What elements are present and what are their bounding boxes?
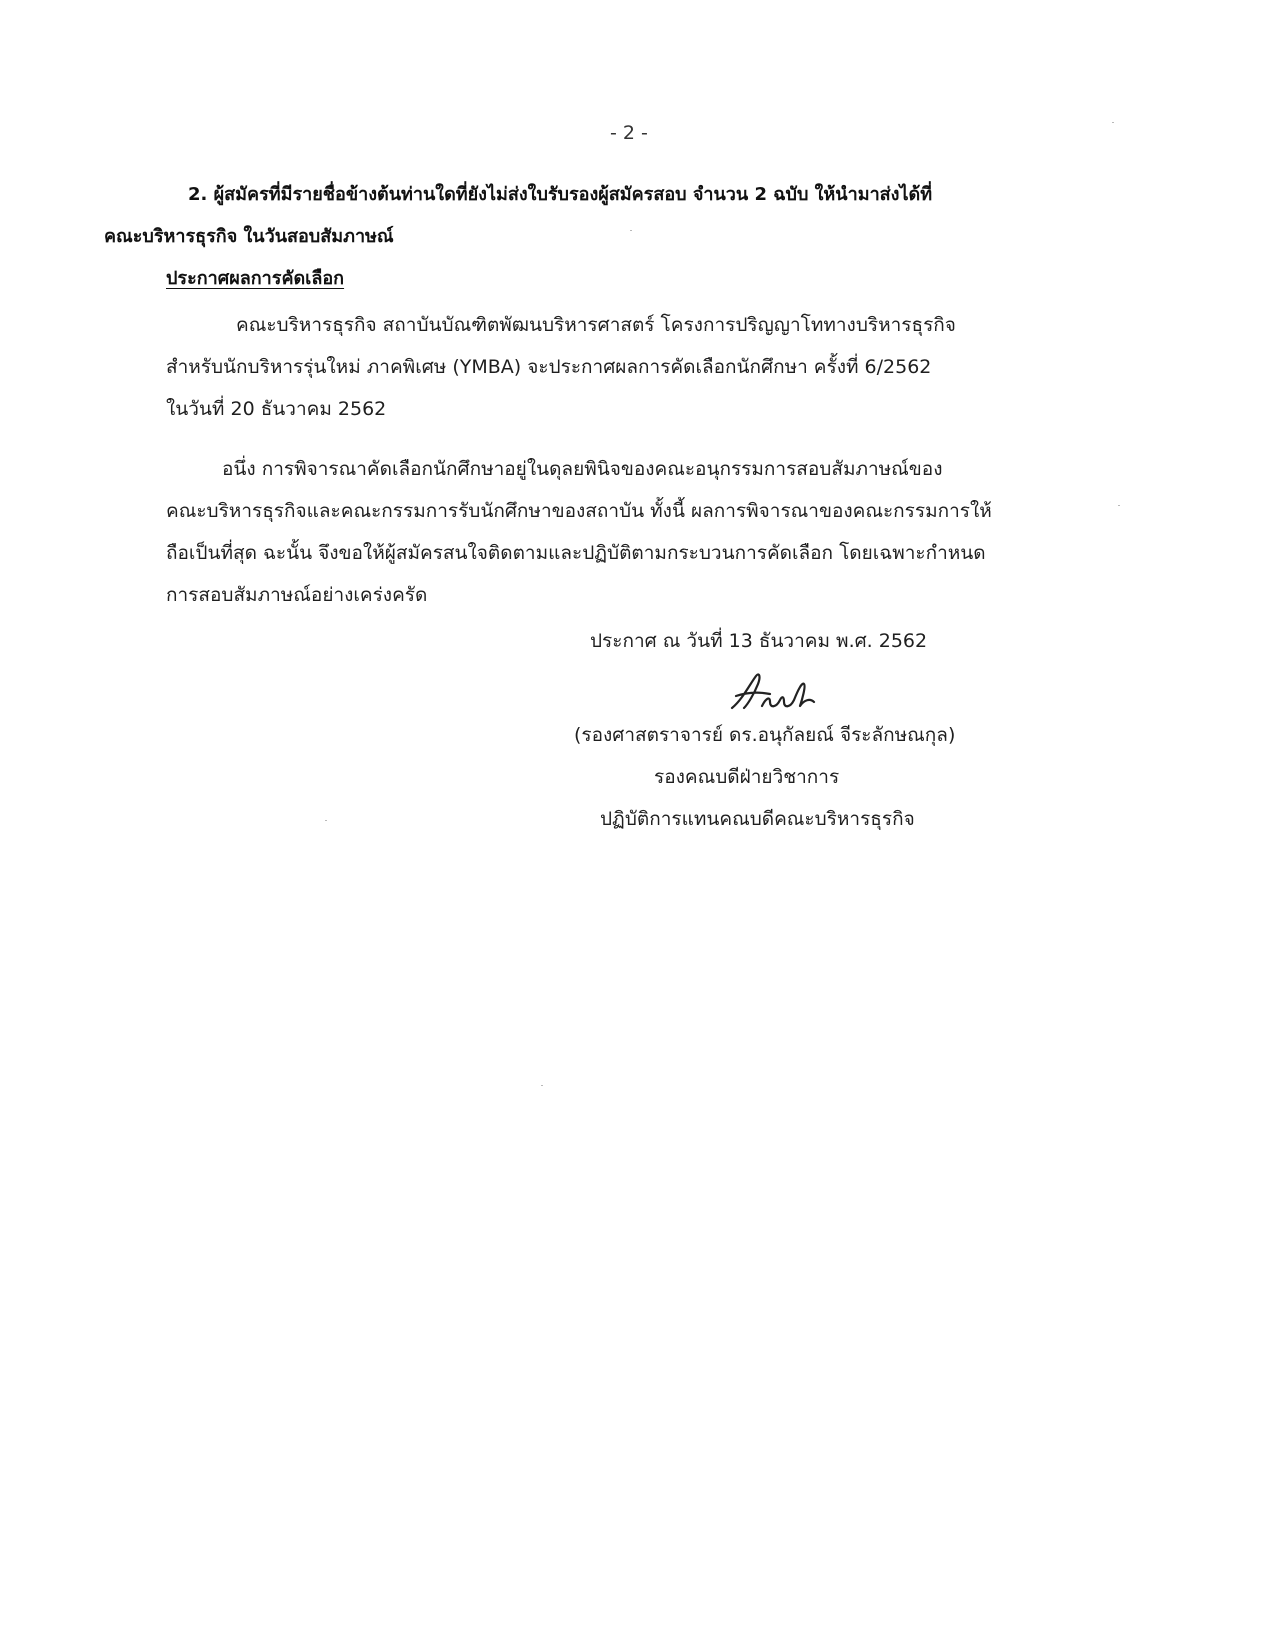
scan-speck bbox=[630, 230, 632, 231]
signatory-position-2: ปฏิบัติการแทนคณบดีคณะบริหารธุรกิจ bbox=[600, 808, 915, 830]
note-line1: อนึ่ง การพิจารณาคัดเลือกนักศึกษาอยู่ในดุลยพินิจของคณะอนุกรรมการสอบสัมภาษณ์ของ bbox=[222, 458, 943, 480]
announcement-line3: ในวันที่ 20 ธันวาคม 2562 bbox=[166, 398, 387, 420]
scan-speck bbox=[325, 820, 327, 821]
announcement-date: ประกาศ ณ วันที่ 13 ธันวาคม พ.ศ. 2562 bbox=[590, 630, 928, 652]
scan-speck bbox=[541, 1085, 543, 1086]
announcement-heading: ประกาศผลการคัดเลือก bbox=[166, 268, 345, 289]
signatory-position-1: รองคณบดีฝ่ายวิชาการ bbox=[654, 766, 840, 788]
signature-image bbox=[726, 670, 826, 716]
note-line4: การสอบสัมภาษณ์อย่างเคร่งครัด bbox=[166, 584, 428, 606]
item2-line2: คณะบริหารธุรกิจ ในวันสอบสัมภาษณ์ bbox=[104, 226, 394, 247]
scan-speck bbox=[1118, 505, 1120, 506]
announcement-line2: สำหรับนักบริหารรุ่นใหม่ ภาคพิเศษ (YMBA) จะประกาศผลการคัดเลือกนักศึกษา ครั้งที่ 6/2562 bbox=[166, 356, 932, 378]
announcement-line1: คณะบริหารธุรกิจ สถาบันบัณฑิตพัฒนบริหารศาสตร์ โครงการปริญญาโททางบริหารธุรกิจ bbox=[236, 314, 956, 336]
scan-speck bbox=[1112, 122, 1114, 123]
signatory-name: (รองศาสตราจารย์ ดร.อนุกัลยณ์ จีระลักษณกุล) bbox=[574, 724, 956, 746]
note-line3: ถือเป็นที่สุด ฉะนั้น จึงขอให้ผู้สมัครสนใจติดตามและปฏิบัติตามกระบวนการคัดเลือก โดยเฉพาะกำหนด bbox=[166, 542, 986, 564]
note-line2: คณะบริหารธุรกิจและคณะกรรมการรับนักศึกษาของสถาบัน ทั้งนี้ ผลการพิจารณาของคณะกรรมการให้ bbox=[166, 500, 992, 522]
item2-line1: 2. ผู้สมัครที่มีรายชื่อข้างต้นท่านใดที่ยังไม่ส่งใบรับรองผู้สมัครสอบ จำนวน 2 ฉบับ ให้นำมาส่งได้ที่ bbox=[188, 184, 933, 205]
page-number: - 2 - bbox=[610, 122, 648, 144]
